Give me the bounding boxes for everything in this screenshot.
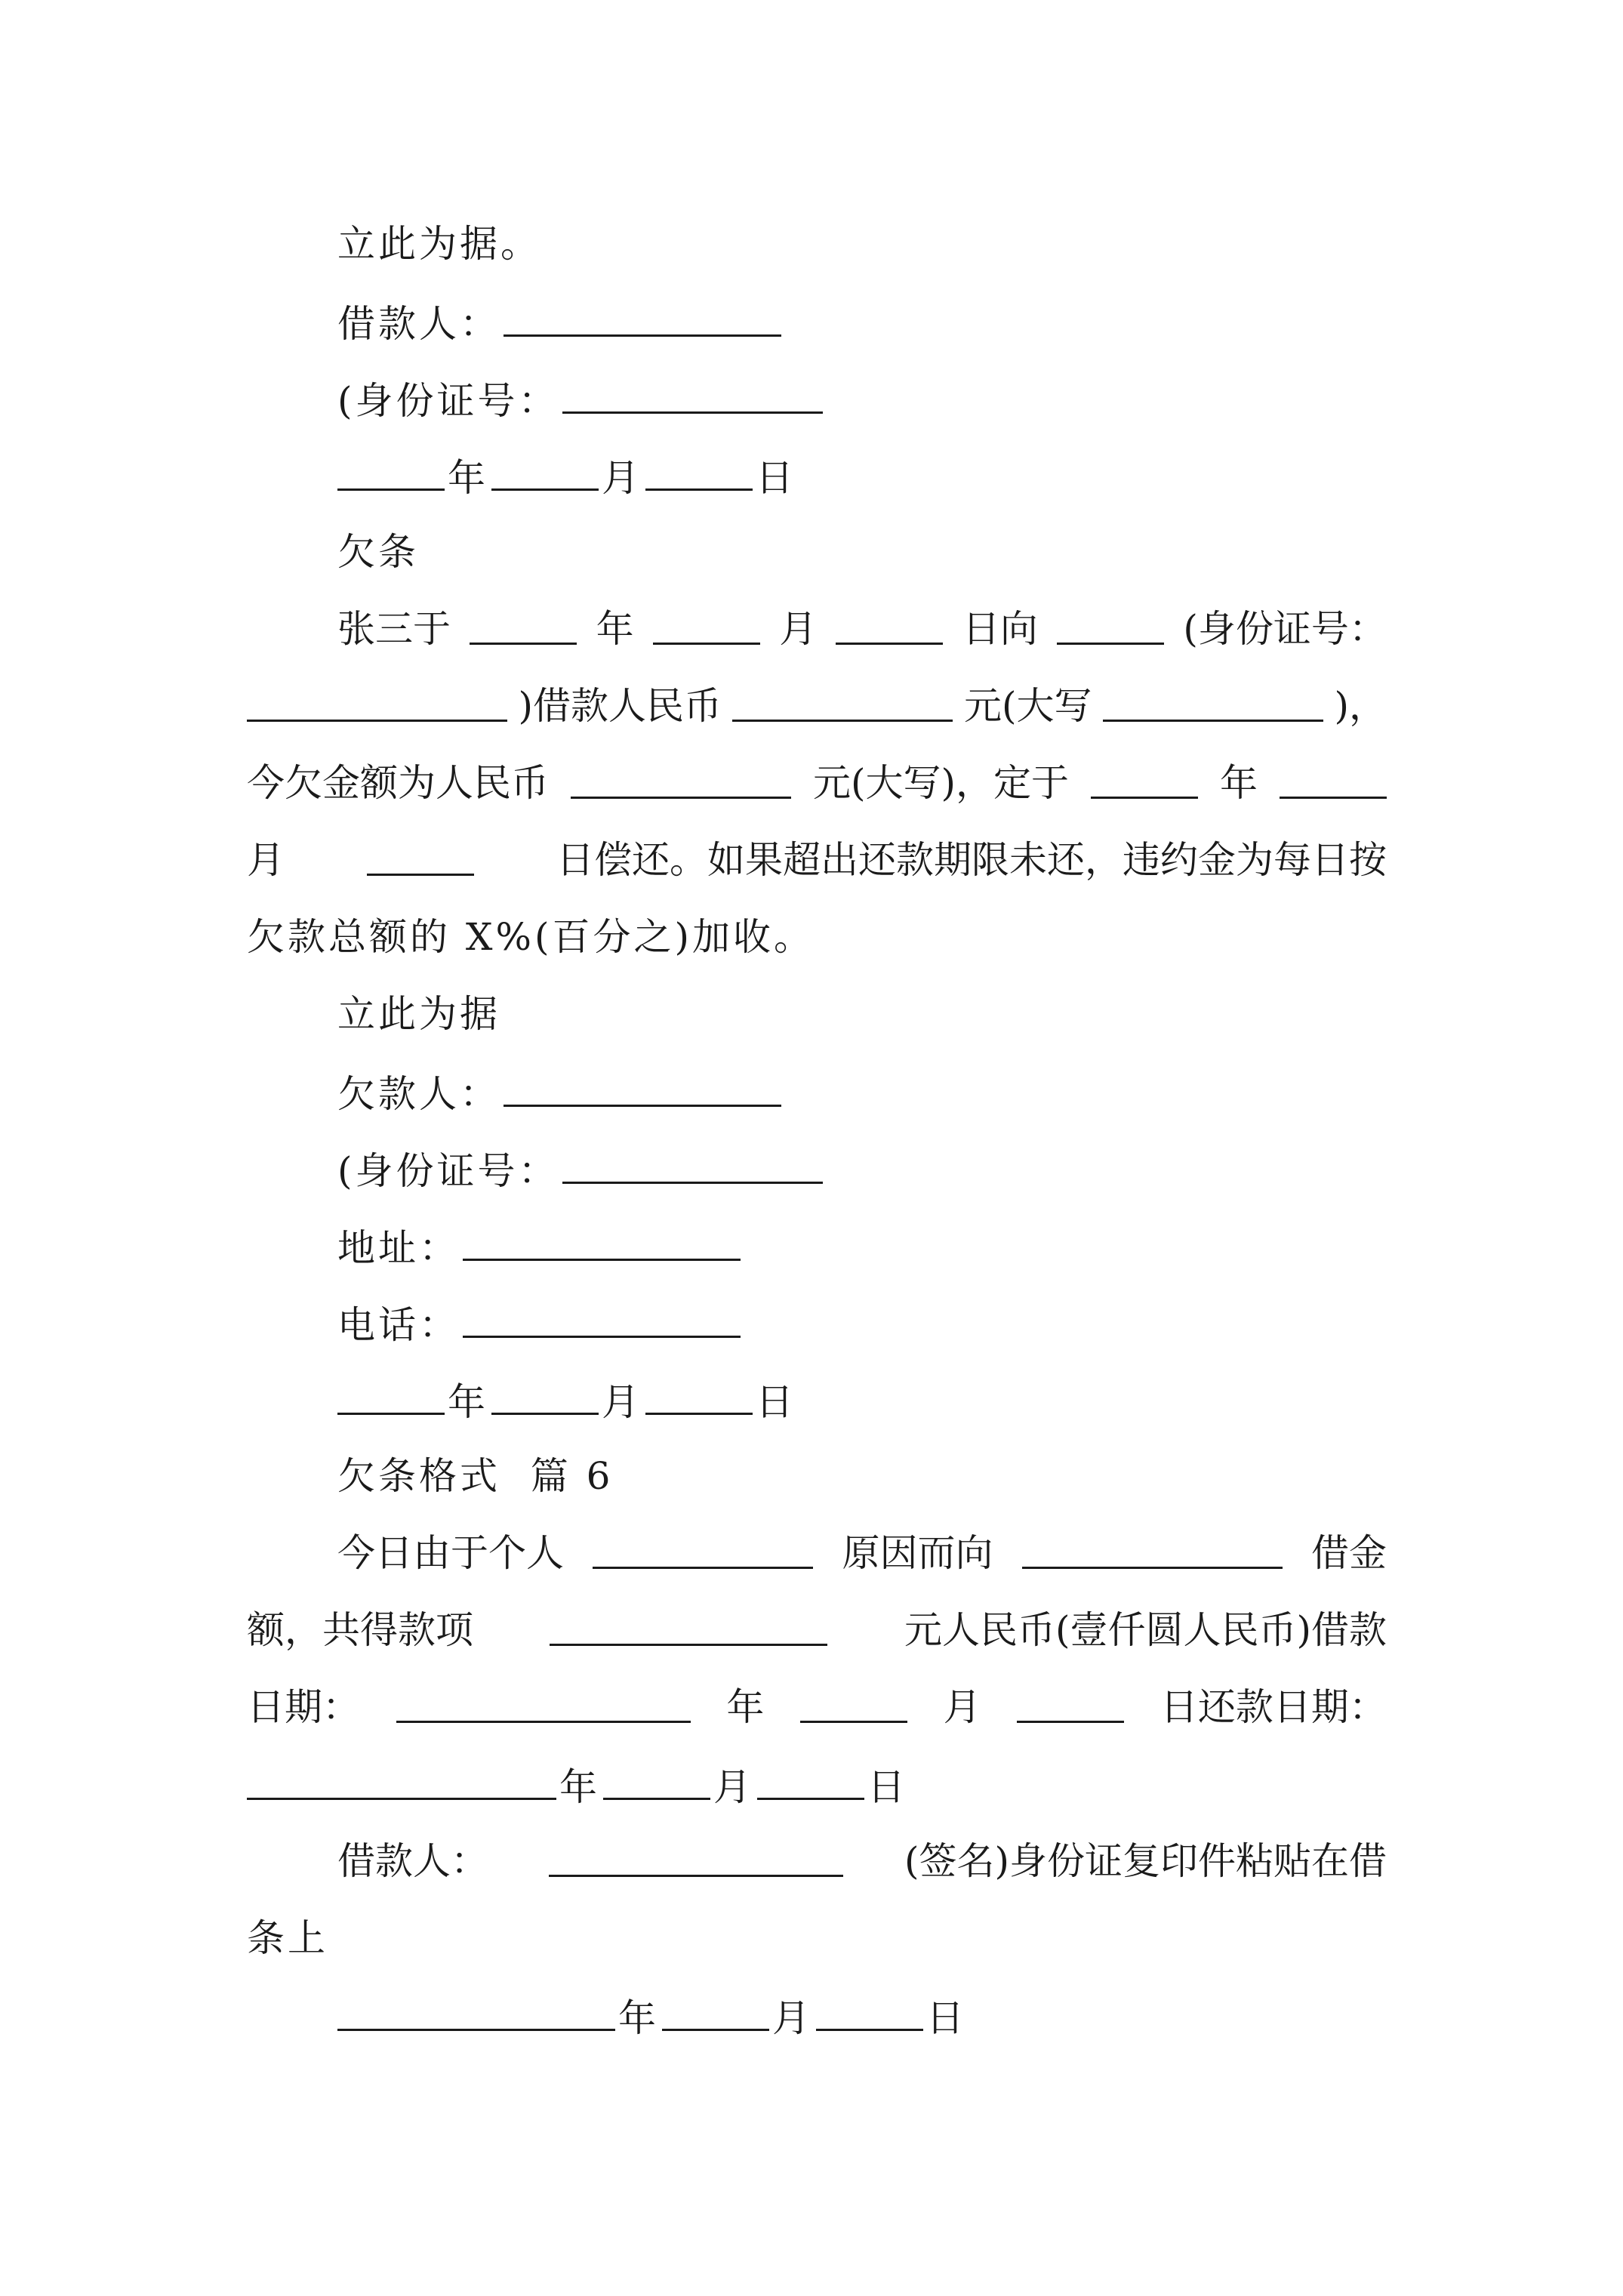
- phone-line: [337, 1299, 744, 1348]
- s6-p4: [247, 1761, 908, 1810]
- s6-p6-text: 条上: [247, 1916, 328, 1960]
- s6-p1: [337, 1530, 1387, 1576]
- day-label: 日: [756, 456, 796, 500]
- id-line: [337, 375, 826, 424]
- iou-p1-day-to: 日向: [962, 607, 1038, 651]
- s6-p3: [247, 1684, 1387, 1730]
- month-blank[interactable]: [491, 452, 599, 491]
- s6-p2-text-a: 额，共得款项: [247, 1608, 473, 1652]
- li-ci-line-1: [337, 221, 541, 267]
- address-line: [337, 1222, 744, 1271]
- iou-p1: [337, 606, 1387, 652]
- iou-p1-year-blank[interactable]: [470, 606, 577, 645]
- year-label: 年: [448, 456, 488, 500]
- address-label: 地址：: [337, 1226, 460, 1270]
- iou-p2-text-b: 元(大写: [963, 684, 1092, 728]
- s6-p4-year: 年: [559, 1765, 600, 1809]
- s6-p6: [247, 1915, 328, 1961]
- iou-year-blank[interactable]: [337, 1376, 445, 1415]
- iou-p4-text-a: 月: [247, 838, 285, 882]
- borrower-line: [337, 298, 784, 347]
- debtor-label: 欠款人：: [337, 1072, 500, 1116]
- year-blank[interactable]: [337, 452, 445, 491]
- s6-p3-month: 月: [943, 1685, 981, 1729]
- s6-p3-year: 年: [726, 1685, 765, 1729]
- iou-title-text: 欠条: [337, 530, 419, 574]
- iou-due-month-blank[interactable]: [1280, 760, 1387, 799]
- debtor-blank[interactable]: [504, 1068, 781, 1107]
- section-6-title-text: 欠条格式 篇 6: [337, 1454, 614, 1498]
- iou-id-sign-blank[interactable]: [562, 1145, 823, 1184]
- iou-month-label: 月: [602, 1380, 642, 1424]
- s6-p7-year: 年: [618, 1996, 659, 2040]
- iou-day-label: 日: [756, 1380, 796, 1424]
- iou-p1-day-blank[interactable]: [836, 606, 943, 645]
- s6-final-year-blank[interactable]: [337, 1992, 615, 2031]
- address-blank[interactable]: [463, 1222, 741, 1261]
- iou-owed-blank[interactable]: [571, 760, 791, 799]
- id-label: (身份证号：: [337, 379, 559, 423]
- s6-p4-month: 月: [713, 1765, 754, 1809]
- section-6-title: [337, 1453, 614, 1499]
- iou-id-label: (身份证号：: [337, 1149, 559, 1193]
- s6-loan-day-blank[interactable]: [1017, 1684, 1124, 1723]
- iou-p2-text-c: )，: [1334, 684, 1387, 728]
- phone-blank[interactable]: [463, 1299, 741, 1338]
- iou-p1-year: 年: [596, 607, 634, 651]
- iou-capital-blank[interactable]: [1103, 683, 1323, 722]
- iou-year-label: 年: [448, 1380, 488, 1424]
- s6-date-line: [337, 1992, 967, 2041]
- s6-lender-blank[interactable]: [1022, 1530, 1283, 1569]
- s6-p5-text-b: (签名)身份证复印件粘贴在借: [904, 1839, 1387, 1883]
- s6-borrower-sign-blank[interactable]: [549, 1838, 843, 1877]
- s6-p1-text-b: 原因而向: [842, 1531, 993, 1575]
- iou-id-line: [337, 1145, 826, 1194]
- iou-p1-text: 张三于: [337, 607, 451, 651]
- iou-p3: [247, 760, 1387, 806]
- iou-p1-month-blank[interactable]: [653, 606, 760, 645]
- iou-month-blank[interactable]: [491, 1376, 599, 1415]
- s6-p2: [247, 1607, 1387, 1653]
- day-blank[interactable]: [645, 452, 753, 491]
- s6-final-month-blank[interactable]: [662, 1992, 769, 2031]
- s6-loan-date-blank[interactable]: [396, 1684, 691, 1723]
- s6-p3-text-a: 日期：: [247, 1685, 360, 1729]
- iou-p1-lender-blank[interactable]: [1057, 606, 1164, 645]
- iou-p2-text-a: )借款人民币: [518, 684, 722, 728]
- date-line-a: [337, 452, 796, 501]
- iou-li-ci-text: 立此为据: [337, 992, 500, 1036]
- s6-p3-text-b: 日还款日期：: [1160, 1685, 1387, 1729]
- borrower-label: 借款人：: [337, 302, 500, 346]
- s6-p7-month: 月: [772, 1996, 813, 2040]
- iou-amount-blank[interactable]: [732, 683, 953, 722]
- month-label: 月: [602, 456, 642, 500]
- s6-p7-day: 日: [926, 1996, 967, 2040]
- debtor-line: [337, 1068, 784, 1117]
- iou-p4-text-b: 日偿还。如果超出还款期限未还，违约金为每日按: [556, 838, 1387, 882]
- s6-p1-text-c: 借金: [1311, 1531, 1387, 1575]
- s6-repay-month-blank[interactable]: [603, 1761, 710, 1800]
- s6-reason-blank[interactable]: [593, 1530, 813, 1569]
- iou-p5-text: 欠款总额的 X%(百分之)加收。: [247, 915, 815, 959]
- iou-p3-year: 年: [1219, 761, 1258, 805]
- iou-p5: [247, 914, 815, 960]
- iou-p2: [247, 683, 1387, 729]
- li-ci-text: 立此为据。: [337, 222, 541, 266]
- phone-label: 电话：: [337, 1303, 460, 1347]
- date-line-b: [337, 1376, 796, 1425]
- s6-p2-text-b: 元人民币(壹仟圆人民币)借款: [904, 1608, 1387, 1652]
- s6-p4-day: 日: [867, 1765, 908, 1809]
- iou-p3-text-a: 今欠金额为人民币: [247, 761, 549, 805]
- s6-p1-text-a: 今日由于个人: [337, 1531, 564, 1575]
- iou-due-year-blank[interactable]: [1091, 760, 1198, 799]
- s6-final-day-blank[interactable]: [816, 1992, 923, 2031]
- iou-day-blank[interactable]: [645, 1376, 753, 1415]
- borrower-blank[interactable]: [504, 298, 781, 337]
- id-blank[interactable]: [562, 375, 823, 414]
- iou-p3-text-b: 元(大写)，定于: [812, 761, 1069, 805]
- s6-repay-day-blank[interactable]: [757, 1761, 864, 1800]
- s6-repay-year-blank[interactable]: [247, 1761, 556, 1800]
- iou-due-day-blank[interactable]: [367, 837, 474, 876]
- s6-loan-month-blank[interactable]: [800, 1684, 907, 1723]
- s6-p5-text-a: 借款人：: [337, 1839, 488, 1883]
- s6-p5: [337, 1838, 1387, 1884]
- iou-p1-id: (身份证号：: [1183, 607, 1387, 651]
- iou-li-ci: [337, 991, 500, 1037]
- iou-id-blank[interactable]: [247, 683, 507, 722]
- s6-amount-blank[interactable]: [550, 1607, 827, 1646]
- iou-title: [337, 529, 419, 575]
- iou-p1-month: 月: [779, 607, 818, 651]
- iou-p4: [247, 837, 1387, 883]
